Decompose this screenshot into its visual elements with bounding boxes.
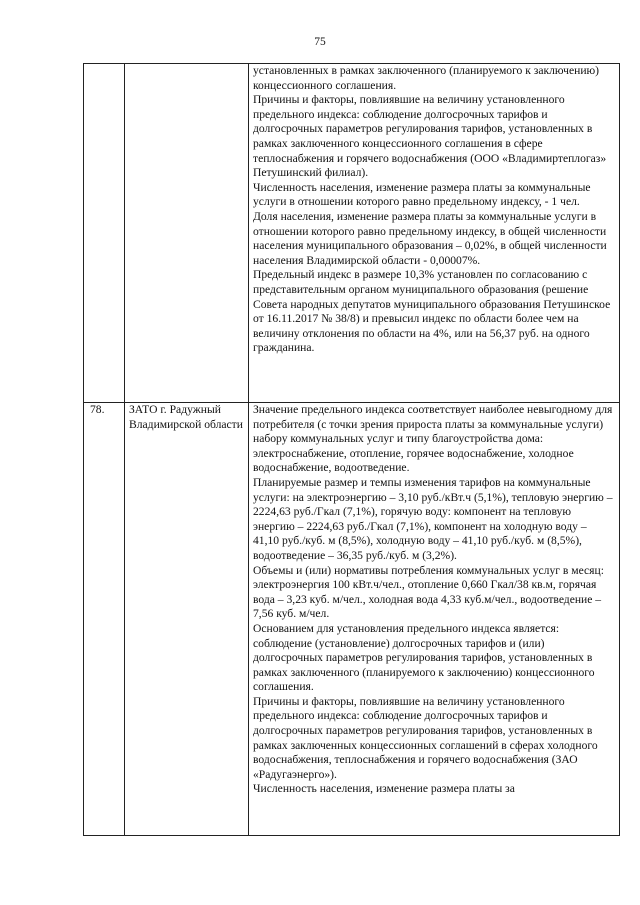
municipality-cell	[125, 64, 249, 403]
paragraph: Причины и факторы, повлиявшие на величину установленного предельного индекса: соблюдение долгосрочных тарифов и долгосрочных параметров регулирования тарифов, установленных в рамках заключенных концессионных соглашений в сферах холодного водоснабжения, теплоснабжения и горячего водоснабжения (ЗАО «Радугаэнерго»).	[253, 694, 598, 781]
page-number: 75	[314, 36, 326, 48]
paragraph: Численность населения, изменение размера платы за	[253, 782, 515, 796]
row-number-cell	[84, 64, 125, 403]
table-row	[84, 64, 620, 403]
table-row	[84, 403, 620, 836]
index-table	[83, 63, 620, 836]
paragraph: Планируемые размер и темпы изменения тарифов на коммунальные услуги: на электроэнергию – 3,10 руб./кВт.ч (5,1%), тепловую энергию – 2224,63 руб./Гкал (7,1%), горячую воду: компонент на тепловую энергию – 2224,63 руб./Гкал (7,1%), компонент на холодную воду – 41,10 руб./куб. м (8,5%), холодную воду – 41,10 руб./куб. м (8,5%), водоотведение – 36,35 руб./куб. м (3,2%).	[253, 475, 613, 562]
paragraph: Основанием для установления предельного индекса является: соблюдение (установление) долгосрочных тарифов и (или) долгосрочных параметров регулирования тарифов, установленных в рамках заключенного (планируемого к заключению) концессионного соглашения.	[253, 621, 595, 694]
paragraph: Предельный индекс в размере 10,3% установлен по согласованию с представительным органом муниципального образования (решение Совета народных депутатов муниципального образования Петушинское от 16.11.2017 № 38/8) и превысил индекс по области более чем на величину отклонения по области на 4%, или на 56,37 руб. на одного гражданина.	[253, 268, 611, 355]
paragraph: Значение предельного индекса соответствует наиболее невыгодному для потребителя (с точки зрения прироста платы за коммунальные услуги) набору коммунальных услуг и типу благоустройства дома: электроснабжение, отопление, горячее водоснабжение, холодное водоснабжение, водоотведение.	[253, 403, 613, 475]
description-cell	[249, 64, 620, 403]
paragraph: Численность населения, изменение размера платы за коммунальные услуги в отношении которого равно предельному индексу, - 1 чел.	[253, 180, 591, 209]
paragraph: Доля населения, изменение размера платы за коммунальные услуги в отношении которого равно предельному индексу, в общей численности населения муниципального образования – 0,02%, в общей численности населения Владимирской области - 0,00007%.	[253, 209, 607, 267]
description-cell	[249, 403, 620, 836]
municipality-cell: ЗАТО г. Радужный Владимирской области	[125, 403, 249, 836]
paragraph: Объемы и (или) нормативы потребления коммунальных услуг в месяц: электроэнергия 100 кВт.ч/чел., отопление 0,660 Гкал/38 кв.м, горячая вода – 3,23 куб. м/чел., холодная вода 4,33 куб.м/чел., водоотведение – 7,56 куб. м/чел.	[253, 563, 604, 621]
paragraph: Причины и факторы, повлиявшие на величину установленного предельного индекса: соблюдение долгосрочных тарифов и долгосрочных параметров регулирования тарифов, установленных в рамках заключенного концессионного соглашения в сфере теплоснабжения и горячего водоснабжения (ООО «Владимиртеплогаз» Петушинский филиал).	[253, 93, 607, 180]
paragraph: установленных в рамках заключенного (планируемого к заключению) концессионного соглашения.	[253, 64, 600, 92]
row-number-cell: 78.	[84, 403, 125, 836]
